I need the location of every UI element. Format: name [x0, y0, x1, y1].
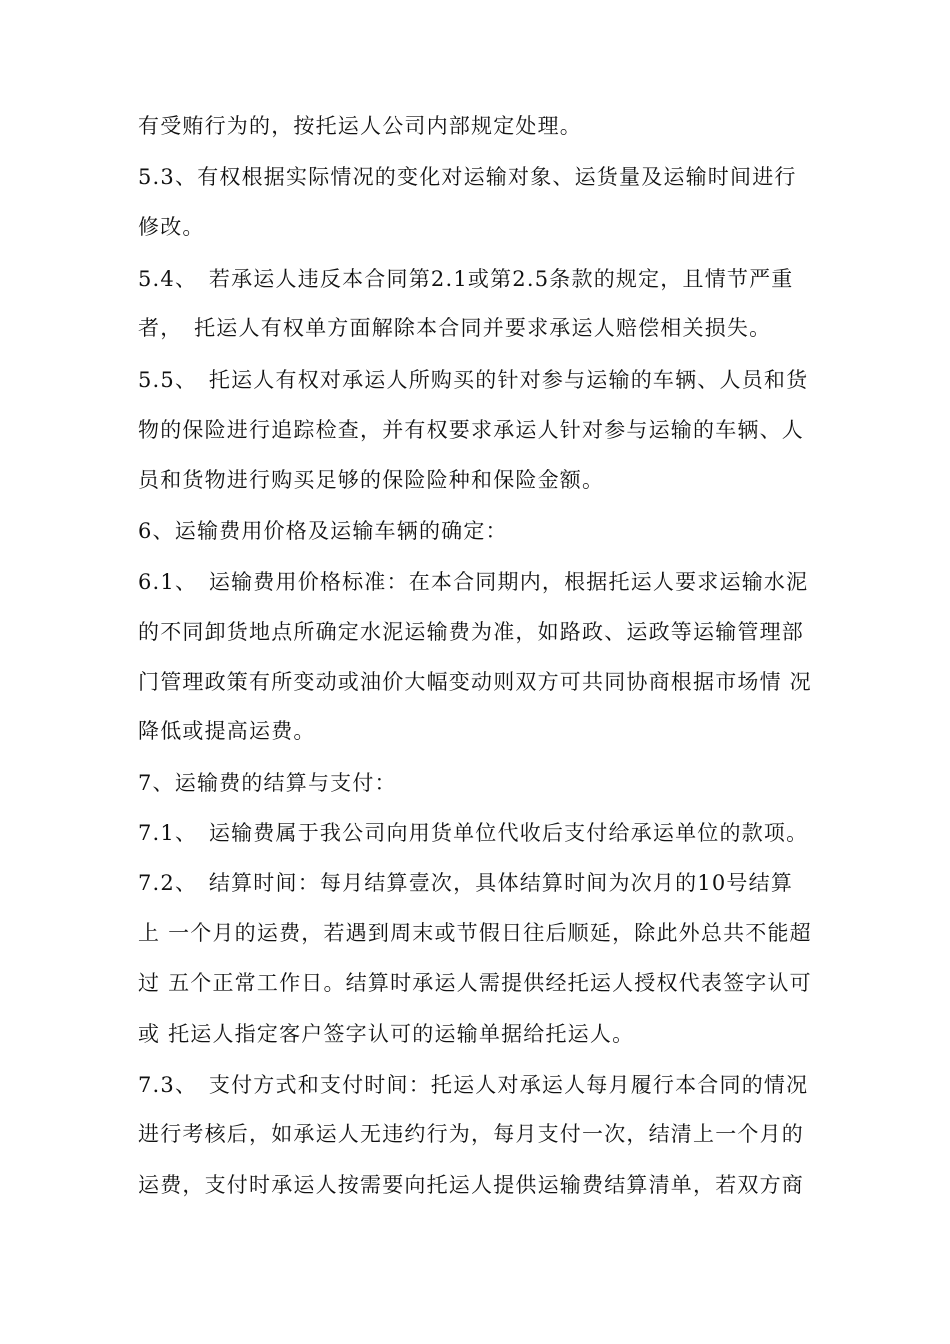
text-line: 有受贿行为的，按托运人公司内部规定处理。 — [138, 114, 582, 138]
text-line: 5.4、 若承运人违反本合同第2.1或第2.5条款的规定，且情节严重 — [138, 267, 794, 291]
text-line: 过 五个正常工作日。结算时承运人需提供经托运人授权代表签字认可 — [138, 971, 812, 995]
text-line: 5.3、有权根据实际情况的变化对运输对象、运货量及运输时间进行 — [138, 165, 797, 189]
text-line: 7.3、 支付方式和支付时间：托运人对承运人每月履行本合同的情况 — [138, 1073, 809, 1097]
text-line: 7.1、 运输费属于我公司向用货单位代收后支付给承运单位的款项。 — [138, 821, 809, 845]
text-line: 进行考核后，如承运人无违约行为，每月支付一次，结清上一个月的 — [138, 1122, 804, 1146]
text-line: 降低或提高运费。 — [138, 719, 316, 743]
text-line: 修改。 — [138, 215, 205, 239]
text-line: 门管理政策有所变动或油价大幅变动则双方可共同协商根据市场情 况 — [138, 670, 812, 694]
text-line: 7、运输费的结算与支付： — [138, 771, 397, 795]
text-line: 或 托运人指定客户签字认可的运输单据给托运人。 — [138, 1022, 635, 1046]
text-line: 者， 托运人有权单方面解除本合同并要求承运人赔偿相关损失。 — [138, 316, 772, 340]
text-line: 员和货物进行购买足够的保险险种和保险金额。 — [138, 468, 605, 492]
text-line: 7.2、 结算时间：每月结算壹次，具体结算时间为次月的10号结算 — [138, 871, 794, 895]
text-line: 5.5、 托运人有权对承运人所购买的针对参与运输的车辆、人员和货 — [138, 368, 809, 392]
text-line: 6、运输费用价格及运输车辆的确定： — [138, 519, 508, 543]
text-line: 物的保险进行追踪检查，并有权要求承运人针对参与运输的车辆、人 — [138, 418, 804, 442]
text-line: 的不同卸货地点所确定水泥运输费为准，如路政、运政等运输管理部 — [138, 620, 804, 644]
text-line: 6.1、 运输费用价格标准：在本合同期内，根据托运人要求运输水泥 — [138, 570, 809, 594]
text-line: 上 一个月的运费，若遇到周末或节假日往后顺延，除此外总共不能超 — [138, 921, 812, 945]
text-line: 运费，支付时承运人按需要向托运人提供运输费结算清单，若双方商 — [138, 1173, 804, 1197]
